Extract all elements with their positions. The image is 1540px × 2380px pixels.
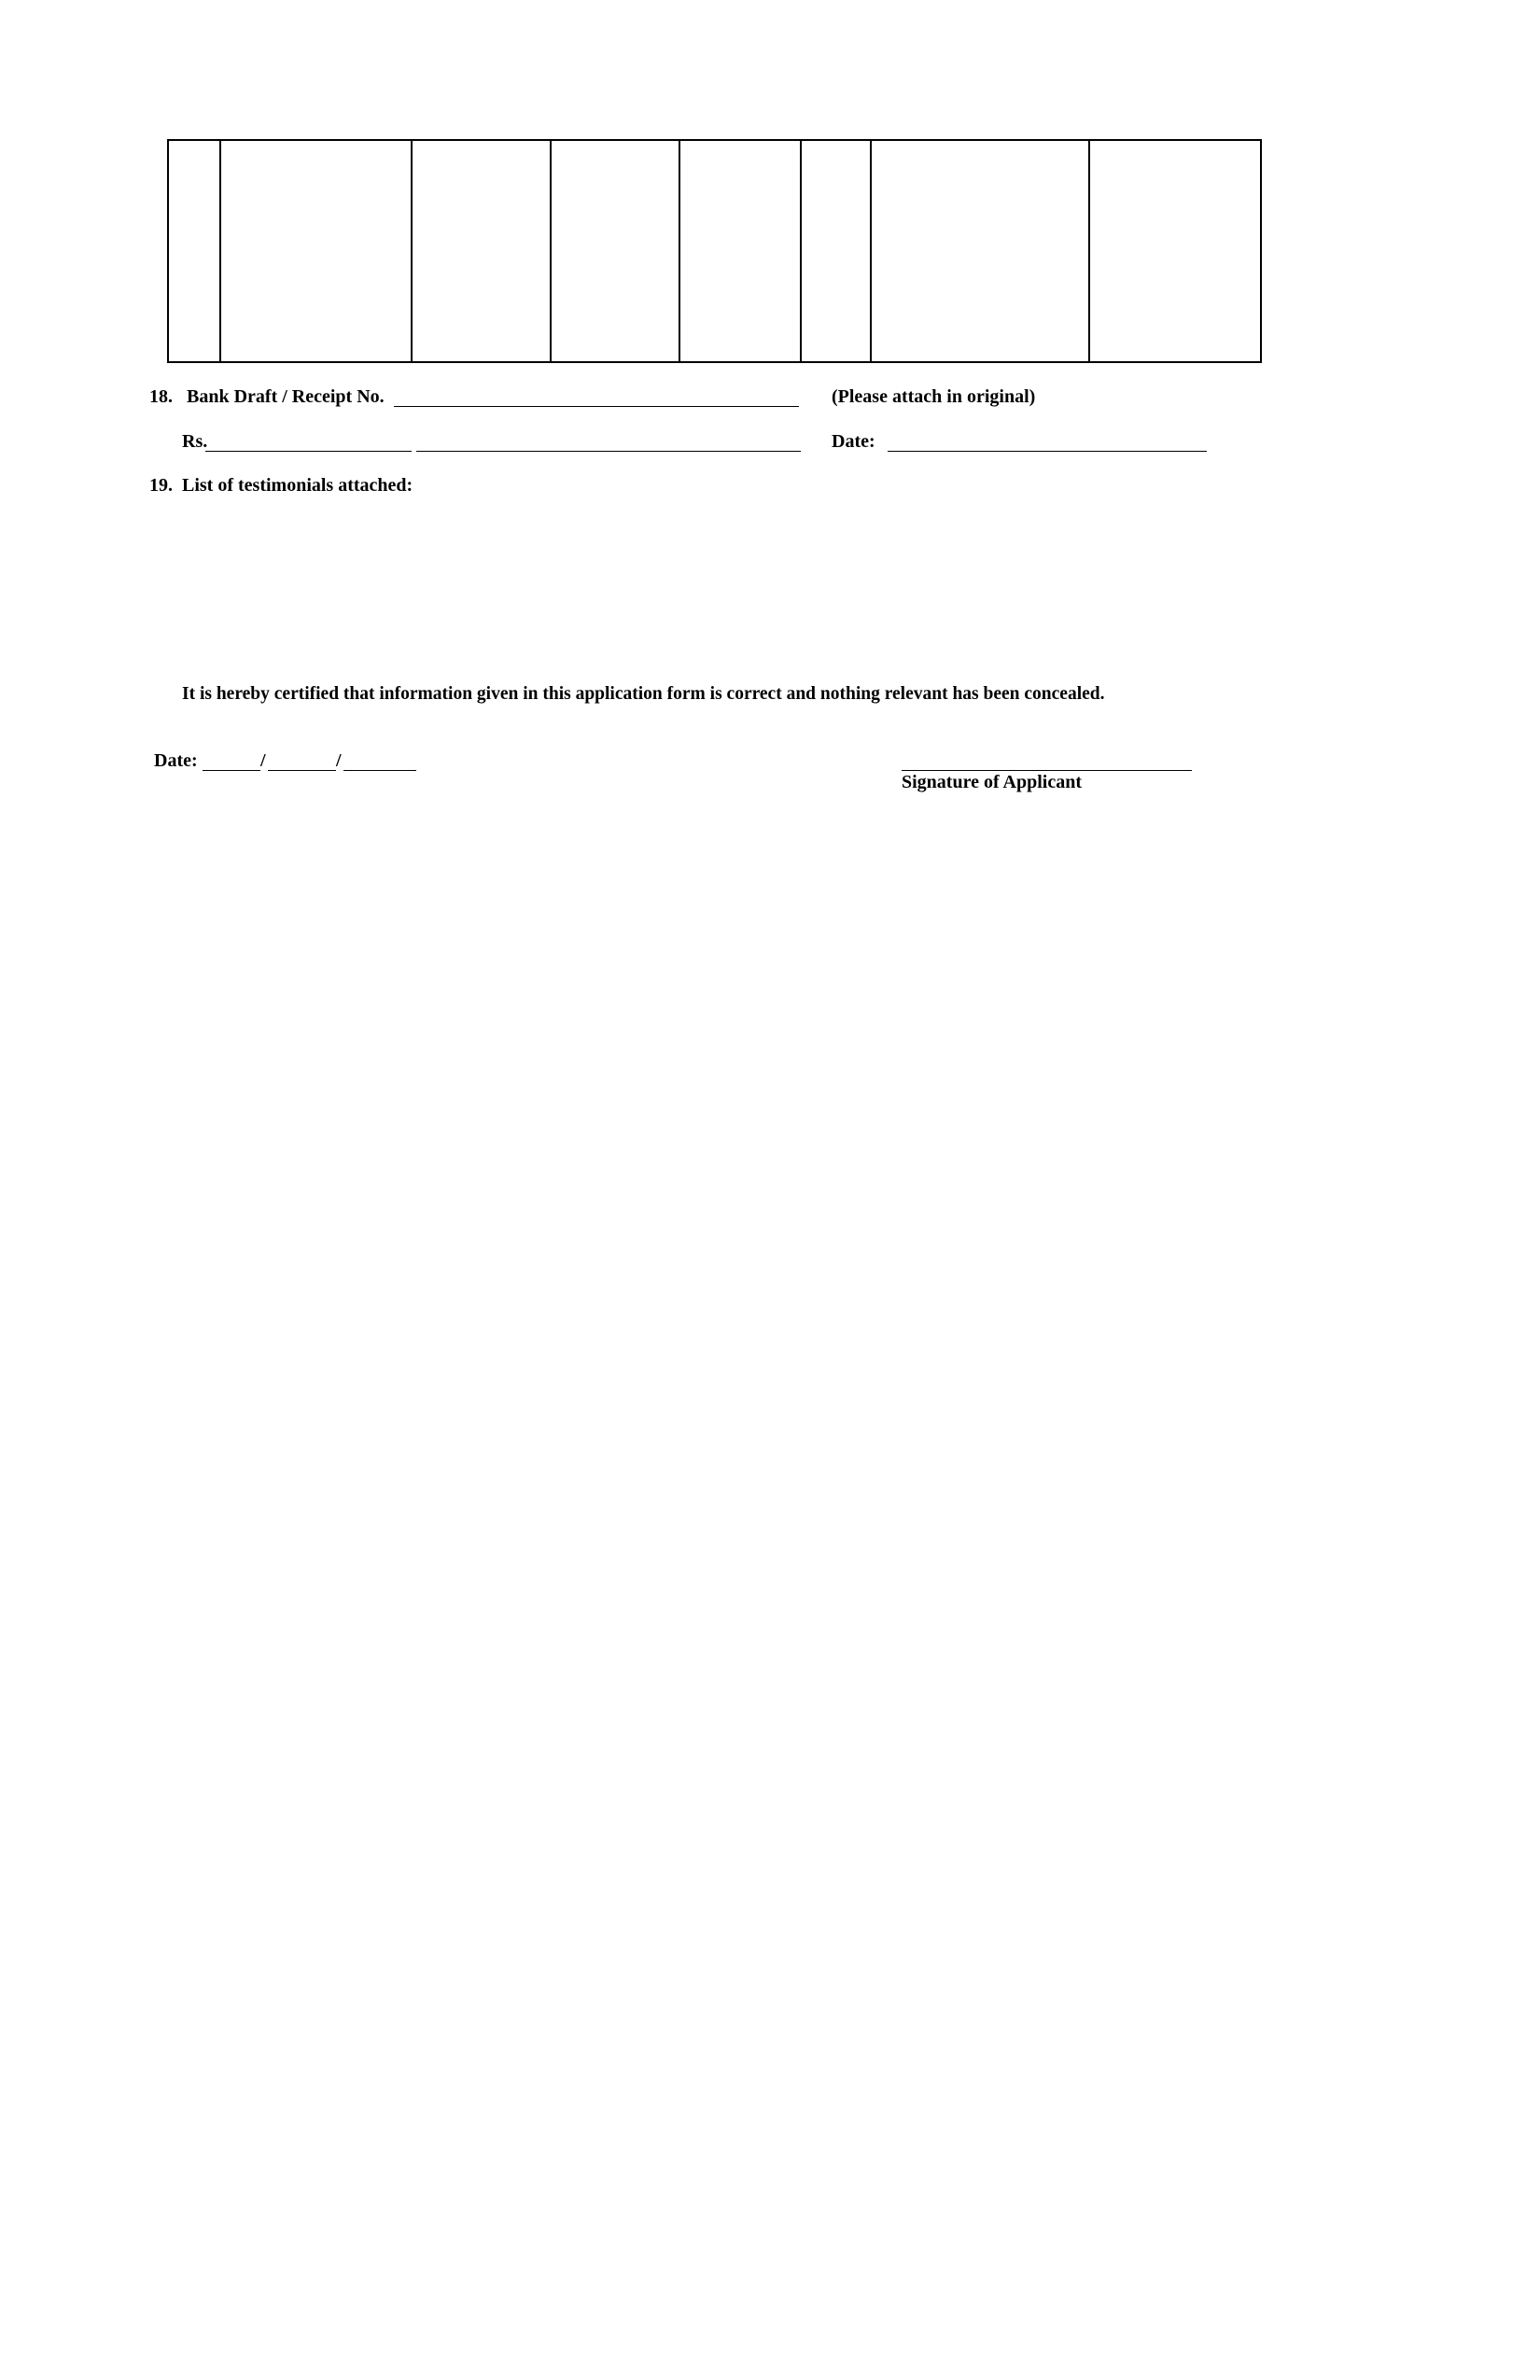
draft-date-field[interactable]	[888, 451, 1207, 452]
qualification-table	[167, 139, 1262, 363]
date-year-field[interactable]	[343, 770, 416, 771]
table-cell[interactable]	[412, 140, 551, 362]
item-18-number: 18.	[149, 386, 173, 407]
attach-original-note: (Please attach in original)	[832, 386, 1036, 407]
date-separator: /	[260, 750, 266, 771]
item-19-number: 19.	[149, 475, 173, 496]
bank-draft-number-field[interactable]	[394, 406, 799, 407]
date-month-field[interactable]	[268, 770, 336, 771]
date-day-field[interactable]	[203, 770, 260, 771]
draft-date-label: Date:	[832, 431, 875, 452]
rs-label: Rs.	[182, 431, 208, 452]
table-cell[interactable]	[871, 140, 1089, 362]
signature-label: Signature of Applicant	[902, 772, 1082, 792]
table-cell[interactable]	[801, 140, 871, 362]
application-date-label: Date:	[154, 750, 198, 771]
table-row	[168, 140, 1261, 362]
table-cell[interactable]	[220, 140, 412, 362]
certification-statement: It is hereby certified that information given in this application form is correct and nothing relevant has been concealed.	[182, 684, 1105, 704]
rs-amount-words-field[interactable]	[416, 451, 801, 452]
table-cell[interactable]	[168, 140, 220, 362]
date-separator: /	[336, 750, 342, 771]
testimonials-label: List of testimonials attached:	[182, 475, 413, 496]
table-cell[interactable]	[1089, 140, 1261, 362]
table-cell[interactable]	[551, 140, 679, 362]
rs-amount-field[interactable]	[205, 451, 412, 452]
bank-draft-label: Bank Draft / Receipt No.	[187, 386, 385, 407]
table-cell[interactable]	[679, 140, 801, 362]
